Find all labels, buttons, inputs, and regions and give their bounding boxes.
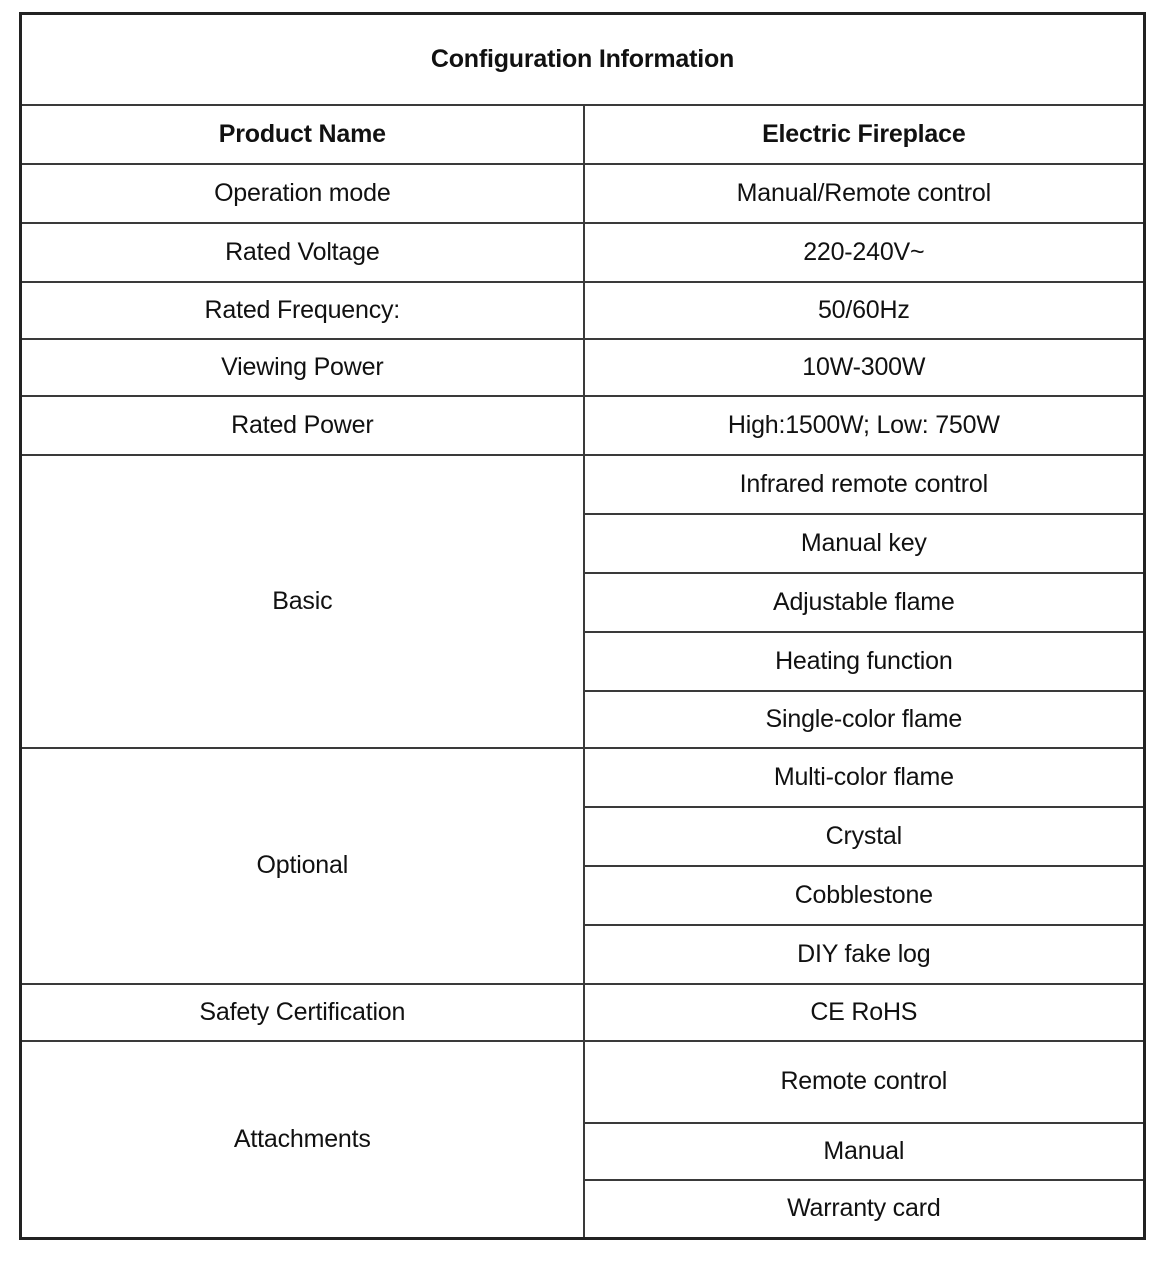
attachment-item: Manual [584, 1123, 1145, 1180]
spec-row-viewing-power [21, 339, 1145, 396]
spec-value: CE RoHS [584, 984, 1145, 1041]
optional-feature: DIY fake log [584, 925, 1145, 984]
basic-feature: Infrared remote control [584, 455, 1145, 514]
spec-row-rated-power [21, 396, 1145, 455]
basic-feature: Manual key [584, 514, 1145, 573]
optional-feature: Multi-color flame [584, 748, 1145, 807]
table-header-row [21, 105, 1145, 164]
spec-value: 220-240V~ [584, 223, 1145, 282]
spec-row-rated-frequency [21, 282, 1145, 339]
optional-feature: Cobblestone [584, 866, 1145, 925]
attachment-item: Remote control [584, 1041, 1145, 1123]
spec-label: Safety Certification [21, 984, 584, 1041]
basic-feature: Adjustable flame [584, 573, 1145, 632]
spec-row-operation-mode [21, 164, 1145, 223]
spec-label: Viewing Power [21, 339, 584, 396]
spec-value: High:1500W; Low: 750W [584, 396, 1145, 455]
spec-label: Rated Power [21, 396, 584, 455]
optional-group-row [21, 748, 1145, 807]
table-title-row [21, 14, 1145, 105]
optional-feature: Crystal [584, 807, 1145, 866]
spec-label: Rated Voltage [21, 223, 584, 282]
basic-group-row [21, 455, 1145, 514]
spec-value: Manual/Remote control [584, 164, 1145, 223]
spec-row-rated-voltage [21, 223, 1145, 282]
table-title: Configuration Information [21, 14, 1145, 105]
spec-value: 50/60Hz [584, 282, 1145, 339]
attachment-item: Warranty card [584, 1180, 1145, 1239]
basic-feature: Heating function [584, 632, 1145, 691]
spec-label: Operation mode [21, 164, 584, 223]
spec-label: Rated Frequency: [21, 282, 584, 339]
attachments-group-row [21, 1041, 1145, 1123]
configuration-table [19, 12, 1146, 1240]
basic-feature: Single-color flame [584, 691, 1145, 748]
attachments-group-label: Attachments [21, 1041, 584, 1239]
optional-group-label: Optional [21, 748, 584, 984]
safety-certification-row [21, 984, 1145, 1041]
spec-value: 10W-300W [584, 339, 1145, 396]
product-name-value: Electric Fireplace [584, 105, 1145, 164]
basic-group-label: Basic [21, 455, 584, 748]
product-name-label: Product Name [21, 105, 584, 164]
